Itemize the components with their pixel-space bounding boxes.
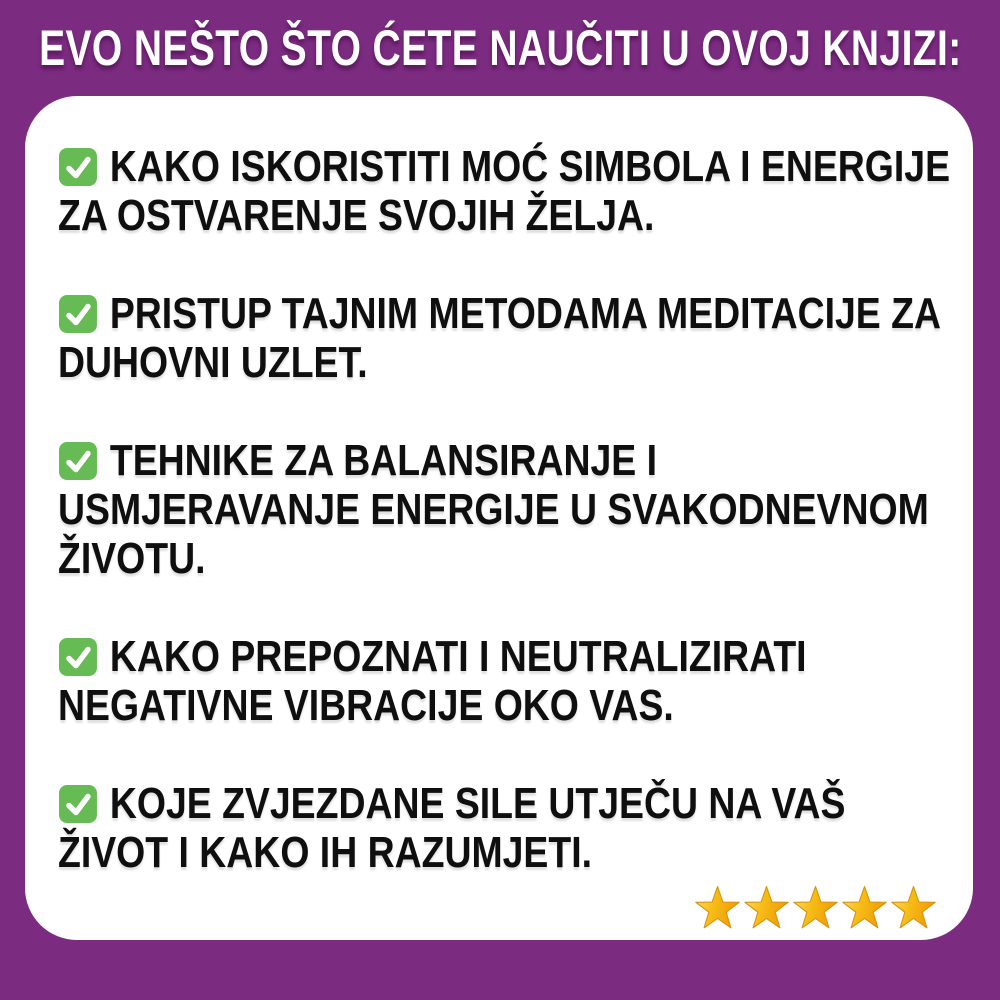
list-item: KAKO ISKORISTITI MOĆ SIMBOLA I ENERGIJE ZA OSTVARENJE SVOJIH ŽELJA. [58,142,951,240]
star-icon [743,885,790,930]
check-icon [58,147,98,187]
check-icon [58,784,98,824]
star-icon [841,885,888,930]
content-card [25,96,973,940]
rating-stars [694,885,937,930]
page-header [0,0,1000,96]
list-item: KAKO PREPOZNATI I NEUTRALIZIRATI NEGATIVNE VIBRACIJE OKO VAS. [58,632,807,730]
check-icon [58,441,98,481]
star-icon [694,885,741,930]
check-icon [58,294,98,334]
list-item: PRISTUP TAJNIM METODAMA MEDITACIJE ZA DUHOVNI UZLET. [58,289,942,387]
benefits-list [58,142,973,877]
list-item: TEHNIKE ZA BALANSIRANJE I USMJERAVANJE ENERGIJE U SVAKODNEVNOM ŽIVOTU. [58,436,929,583]
check-icon [58,637,98,677]
star-icon [890,885,937,930]
page-title: EVO NEŠTO ŠTO ĆETE NAUČITI U OVOJ KNJIZI: [38,20,962,76]
star-icon [792,885,839,930]
list-item: KOJE ZVJEZDANE SILE UTJEČU NA VAŠ ŽIVOT I KAKO IH RAZUMJETI. [58,779,846,877]
